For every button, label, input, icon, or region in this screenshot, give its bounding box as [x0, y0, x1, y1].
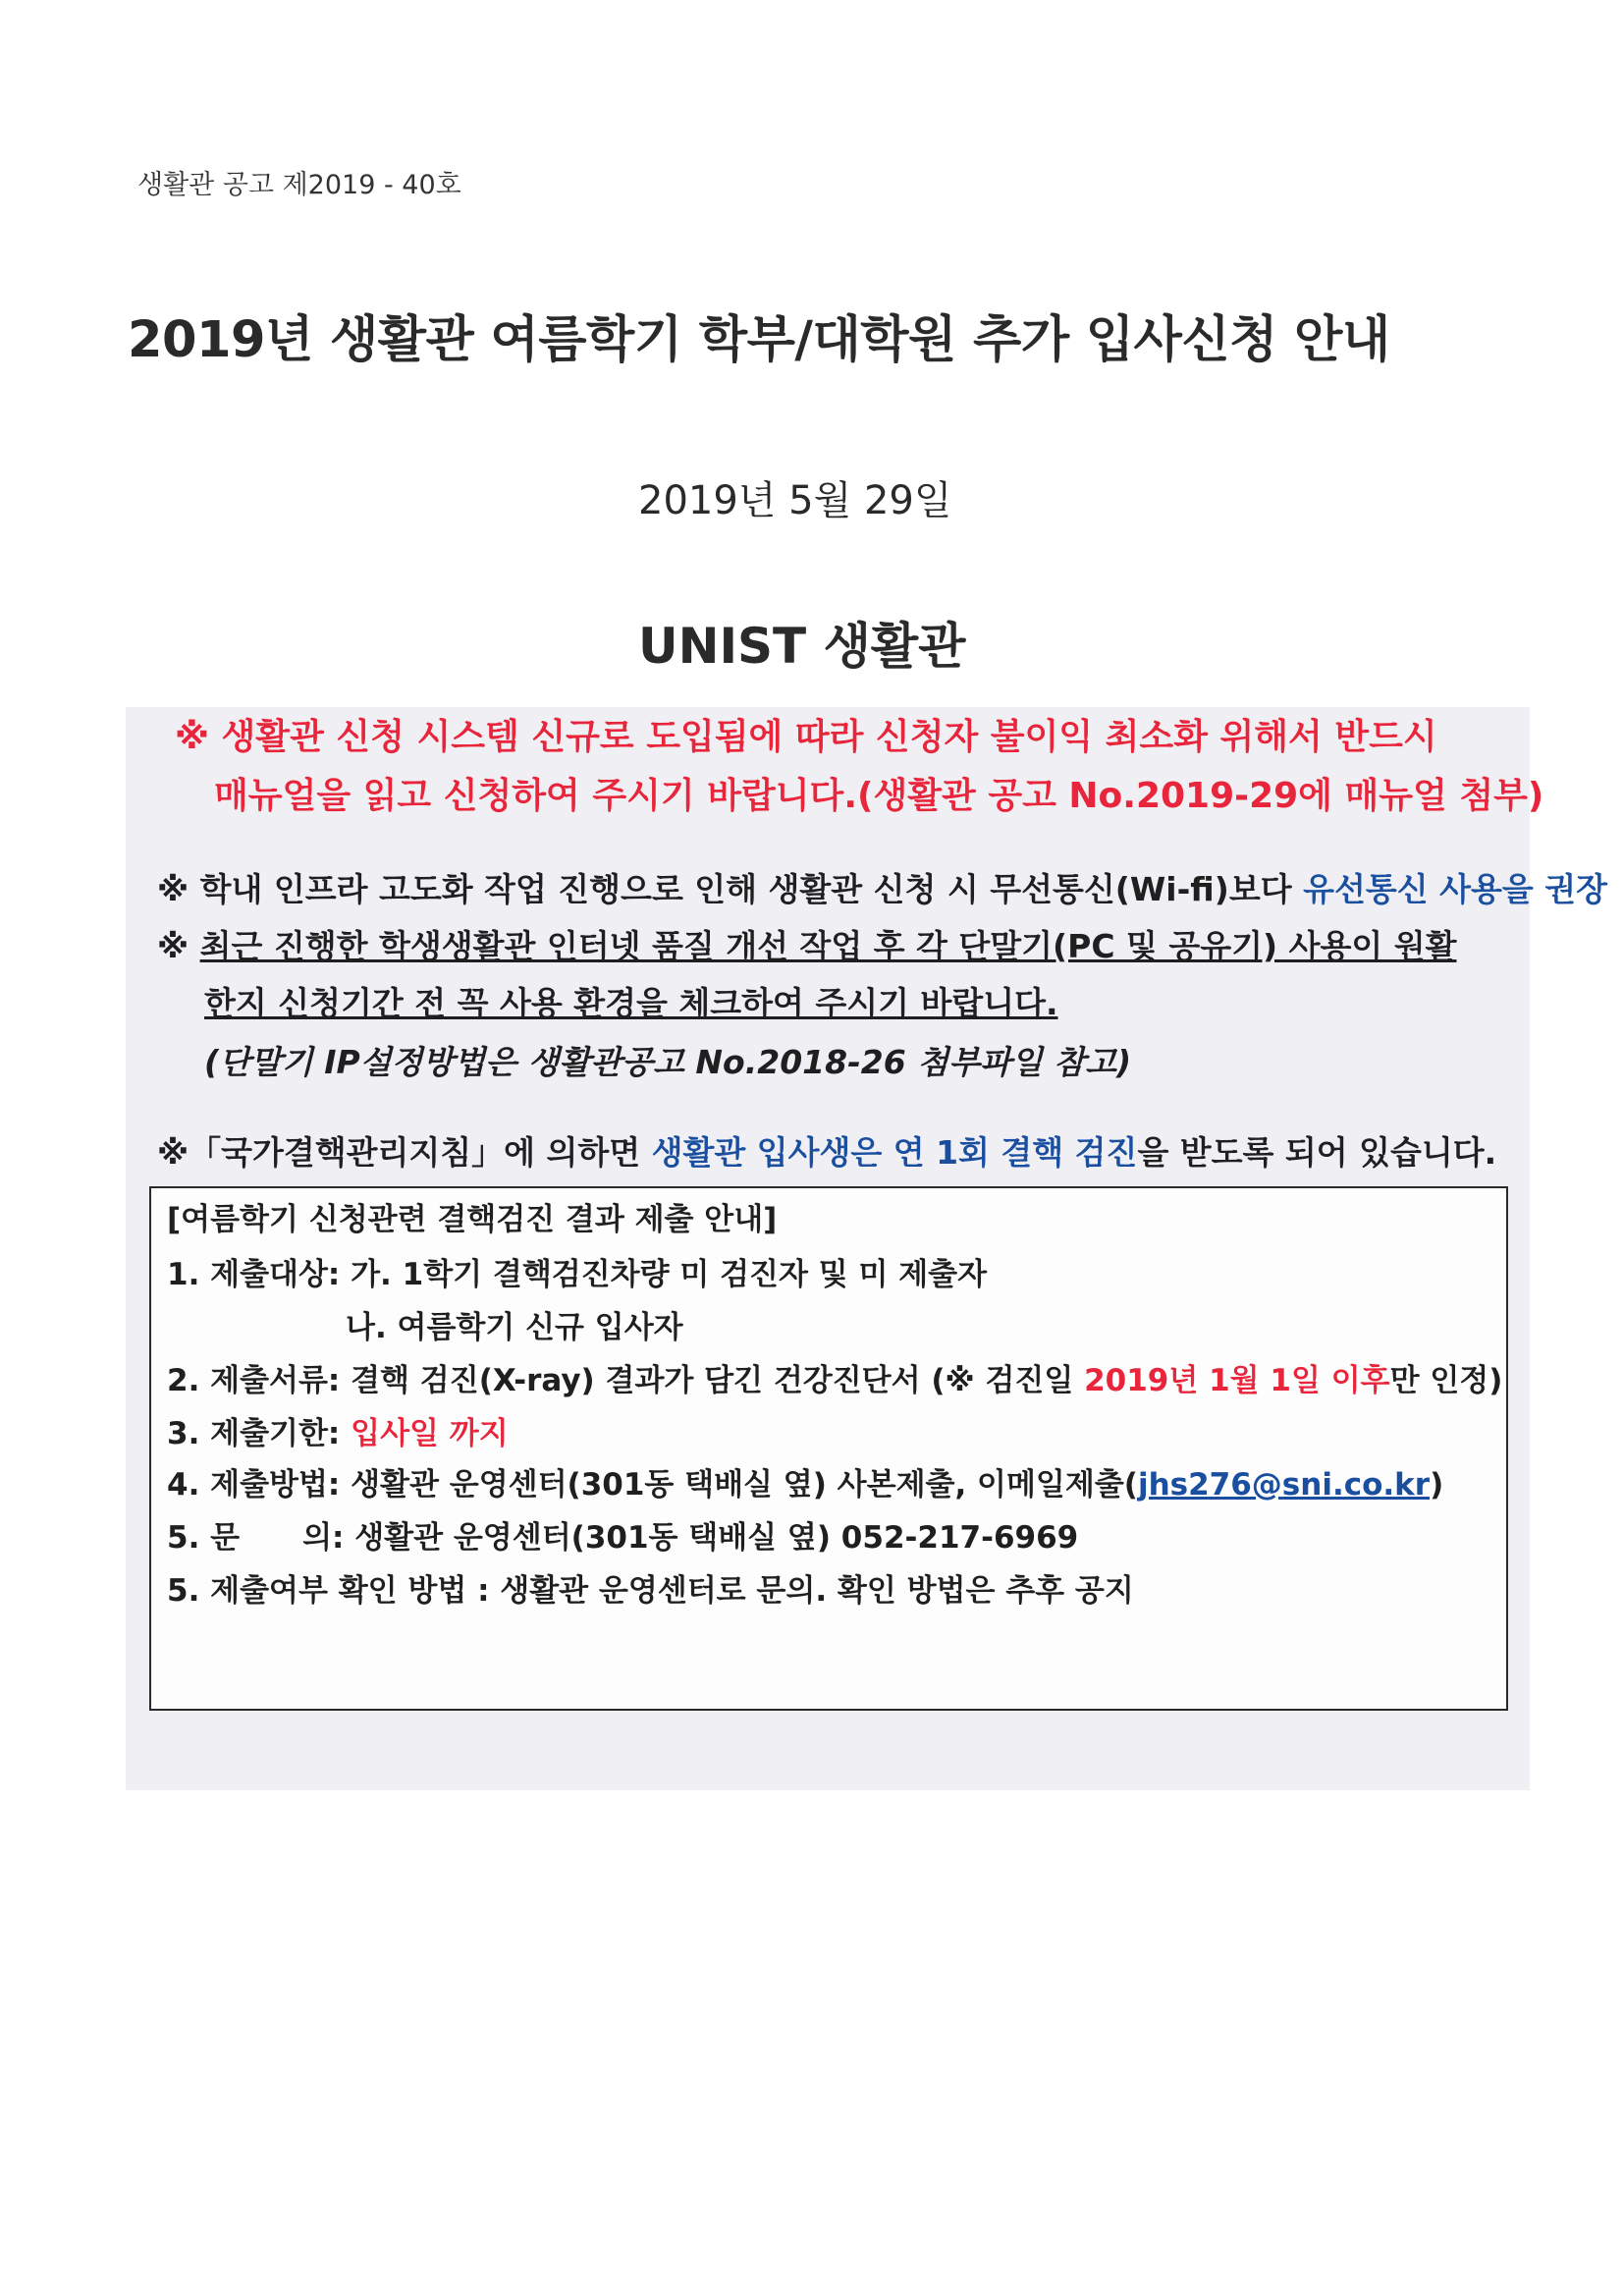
wifi-notice [157, 864, 1607, 910]
contact-value: 생활관 운영센터(301동 택배실 옆) 052-217-6969 [354, 1520, 1079, 1556]
document-date: 2019년 5월 29일 [638, 478, 952, 523]
manual-notice-line-1: ※ 생활관 신청 시스템 신규로 도입됨에 따라 신청자 불이익 최소화 위해서 반드시 [175, 717, 1437, 757]
terminal-notice-text-1: 최근 진행한 학생생활관 인터넷 품질 개선 작업 후 각 단말기(PC 및 공유기) 사용이 원활 [199, 927, 1457, 965]
wired-recommendation: 유선통신 사용을 권장 [1303, 870, 1607, 908]
wifi-notice-text: ※ 학내 인프라 고도화 작업 진행으로 인해 생활관 신청 시 무선통신(Wi-fi)보다 [157, 870, 1304, 908]
documents-text-end: 만 인정) [1389, 1363, 1503, 1398]
submission-confirmation: 5. 제출여부 확인 방법 : 생활관 운영센터로 문의. 확인 방법은 추후 공지 [167, 1573, 1134, 1609]
submission-deadline [167, 1408, 509, 1452]
checkup-date-condition: 2019년 1월 1일 이후 [1084, 1363, 1390, 1398]
tb-guideline-notice [157, 1127, 1496, 1174]
tb-notice-before: ※「국가결핵관리지침」에 의하면 [157, 1133, 652, 1172]
submission-target-b: 나. 여름학기 신규 입사자 [346, 1310, 683, 1345]
terminal-notice-line-2: 한지 신청기간 전 꼭 사용 환경을 체크하여 주시기 바랍니다. [204, 984, 1058, 1022]
contact-label-b: 의: [302, 1520, 355, 1556]
issuing-organization: UNIST 생활관 [638, 618, 966, 675]
deadline-value: 입사일 까지 [351, 1416, 509, 1451]
tb-annual-checkup: 생활관 입사생은 연 1회 결핵 검진 [651, 1133, 1138, 1172]
ip-setting-reference: (단말기 IP설정방법은 생활관공고 No.2018-26 첨부파일 참고) [204, 1043, 1132, 1081]
submission-email-link[interactable]: jhs276@sni.co.kr [1137, 1467, 1431, 1503]
submission-method [167, 1459, 1443, 1503]
terminal-notice-mark: ※ [157, 927, 200, 965]
submission-documents [167, 1355, 1502, 1399]
document-title: 2019년 생활관 여름학기 학부/대학원 추가 입사신청 안내 [128, 311, 1390, 369]
method-text: 4. 제출방법: 생활관 운영센터(301동 택배실 옆) 사본제출, 이메일제출( [167, 1467, 1138, 1503]
submission-target-a: 1. 제출대상: 가. 1학기 결핵검진차량 미 검진자 및 미 제출자 [167, 1257, 988, 1292]
method-text-end: ) [1430, 1467, 1444, 1503]
documents-text: 2. 제출서류: 결핵 검진(X-ray) 결과가 담긴 건강진단서 (※ 검진일 [167, 1363, 1085, 1398]
tb-notice-after: 을 받도록 되어 있습니다. [1137, 1133, 1497, 1172]
terminal-notice-line-1 [157, 921, 1456, 967]
contact-label-a: 5. 문 [167, 1520, 241, 1556]
box-header: [여름학기 신청관련 결핵검진 결과 제출 안내] [167, 1202, 778, 1237]
deadline-label: 3. 제출기한: [167, 1416, 352, 1451]
contact-info [167, 1512, 1078, 1557]
manual-notice-line-2: 매뉴얼을 읽고 신청하여 주시기 바랍니다.(생활관 공고 No.2019-29에 매뉴얼 첨부) [214, 776, 1544, 816]
notice-number: 생활관 공고 제2019 - 40호 [137, 170, 461, 200]
